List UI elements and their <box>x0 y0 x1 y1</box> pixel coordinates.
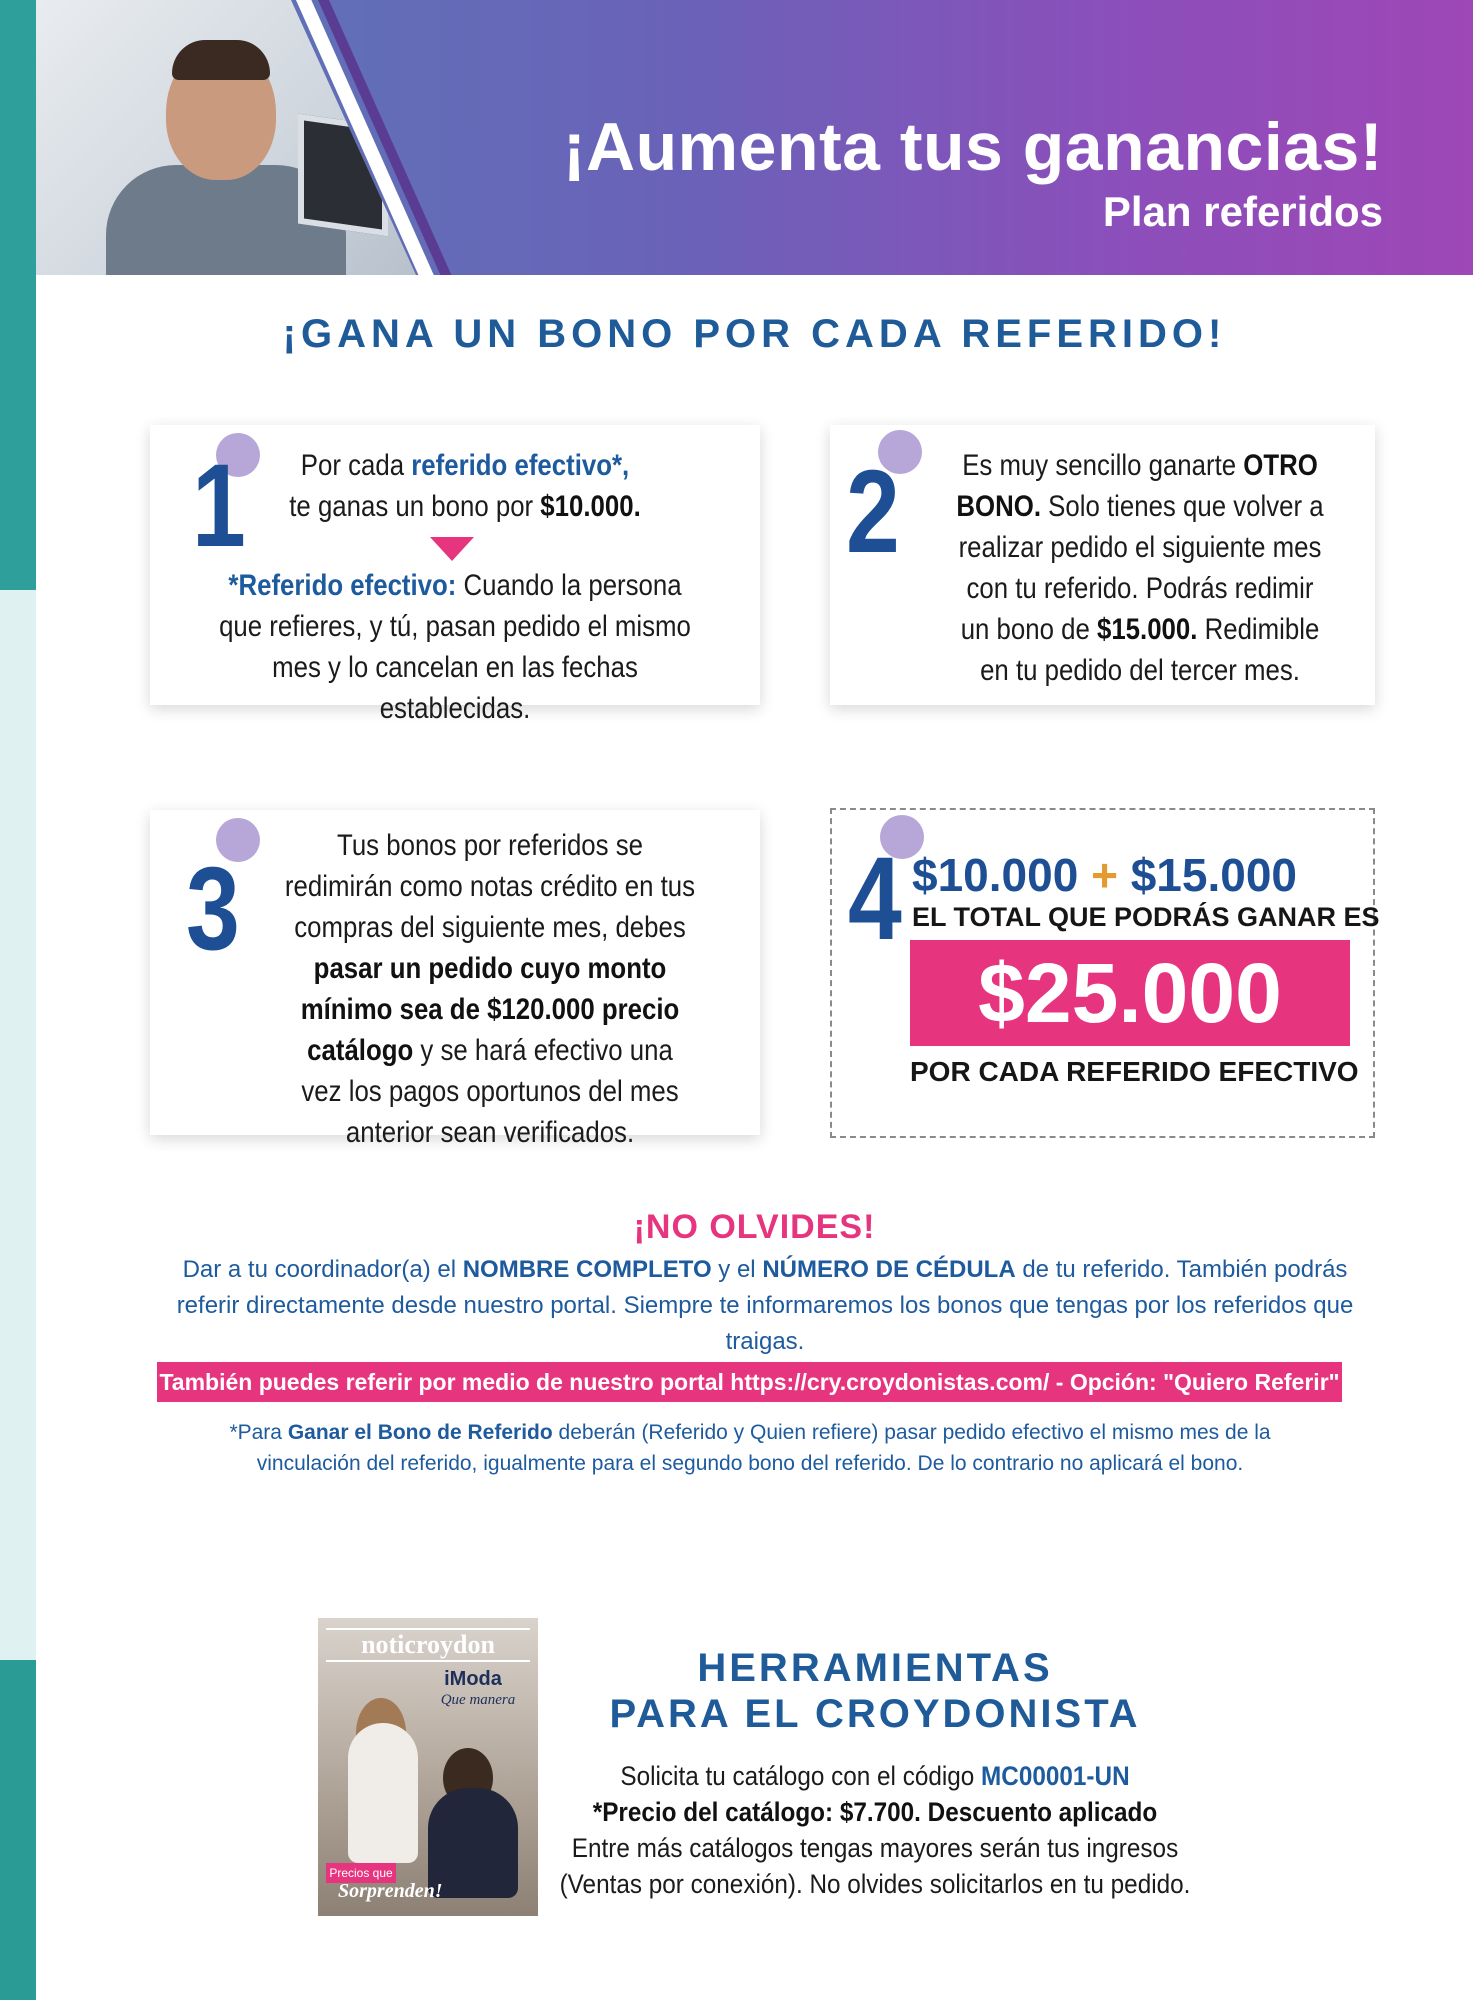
step-1-text <box>276 445 654 527</box>
banner-subtitle: Plan referidos <box>1102 188 1383 235</box>
reminder-text-a: Dar a tu coordinador(a) el <box>182 1256 463 1283</box>
step-number: 3 <box>186 843 240 975</box>
step-card-3 <box>150 810 760 1149</box>
step-2-text-b: Solo tienes que volver a realizar pedido el siguiente mes con tu referido. Podrás redimir un bono de <box>958 490 1324 646</box>
fine-print-bold: Ganar el Bono de Referido <box>287 1421 553 1444</box>
step-1-text-a: Por cada <box>300 449 412 482</box>
step-number: 1 <box>192 440 246 572</box>
step-2-text-c: Redimible en tu pedido del tercer mes. <box>980 613 1320 687</box>
bonus-sum <box>912 848 1297 902</box>
person-hair-shape <box>172 40 270 80</box>
header-banner <box>36 0 1473 275</box>
step-number: 4 <box>848 833 902 965</box>
step-2-amount: $15.000. <box>1096 613 1198 646</box>
portal-link-bar[interactable]: También puedes referir por medio de nuestro portal https://cry.croydonistas.com/ - Opción: "Quiero Referir" <box>157 1362 1342 1402</box>
step-card-2 <box>830 425 1375 705</box>
tools-title-line-2: PARA EL CROYDONISTA <box>609 1692 1141 1736</box>
step-3-highlight: pasar un pedido cuyo monto mínimo sea de $120.000 precio catálogo <box>300 952 680 1067</box>
tools-code-label: Solicita tu catálogo con el código <box>620 1761 982 1791</box>
step-1-highlight: referido efectivo*, <box>411 449 630 482</box>
step-2-text <box>955 445 1325 691</box>
plus-sign: + <box>1091 849 1118 901</box>
pink-triangle-icon <box>430 537 474 561</box>
reminder-text-b: y el <box>711 1256 763 1283</box>
step-3-text-a: Tus bonos por referidos se redimirán como notas crédito en tus compras del siguiente mes, debes <box>284 829 696 944</box>
step-1-note <box>206 565 705 729</box>
strip-segment-bottom <box>0 1660 36 2000</box>
cover-brand: iModa <box>444 1668 502 1690</box>
total-label: EL TOTAL QUE PODRÁS GANAR ES <box>912 902 1380 932</box>
catalog-cover-image <box>318 1618 538 1916</box>
reminder-text <box>160 1252 1370 1360</box>
bonus-amount-a: $10.000 <box>912 849 1079 901</box>
step-3-text-b: y se hará efectivo una vez los pagos oportunos del mes anterior sean verificados. <box>301 1034 679 1149</box>
fine-print <box>175 1417 1325 1479</box>
cover-script: Sorprenden! <box>338 1880 443 1902</box>
cover-masthead: noticroydon <box>326 1628 530 1662</box>
tools-note: Entre más catálogos tengas mayores serán tus ingresos (Ventas por conexión). No olvides solicitarlos en tu pedido. <box>559 1833 1191 1899</box>
step-card-1 <box>150 425 760 725</box>
step-2-text-a: Es muy sencillo ganarte <box>962 449 1244 482</box>
bonus-amount-b: $15.000 <box>1130 849 1297 901</box>
total-footer: POR CADA REFERIDO EFECTIVO <box>910 1056 1359 1087</box>
step-2-highlight: OTRO BONO. <box>956 449 1318 523</box>
step-1-note-label: *Referido efectivo: <box>228 569 457 602</box>
banner-title: ¡Aumenta tus ganancias! <box>562 109 1383 185</box>
step-3-text <box>284 825 697 1153</box>
cover-tagline: Que manera <box>440 1692 516 1708</box>
model-1-body-shape <box>348 1723 418 1863</box>
main-heading: ¡GANA UN BONO POR CADA REFERIDO! <box>282 312 1227 356</box>
reminder-title: ¡NO OLVIDES! <box>633 1208 876 1246</box>
reminder-text-c: de tu referido. También podrás referir directamente desde nuestro portal. Siempre te informaremos los bonos que tengas por los referidos que traigas. <box>176 1256 1354 1355</box>
step-card-4 <box>830 808 1380 1138</box>
step-1-amount: $10.000. <box>540 490 641 523</box>
tools-text <box>556 1758 1195 1902</box>
left-decorative-strip <box>0 0 36 2000</box>
fine-print-b: deberán (Referido y Quien refiere) pasar pedido efectivo el mismo mes de la vinculación del referido, igualmente para el segundo bono del referido. De lo contrario no aplicará el bono. <box>256 1421 1271 1475</box>
strip-segment-top <box>0 0 36 590</box>
total-amount-badge: $25.000 <box>910 940 1350 1046</box>
step-1-text-b: te ganas un bono por <box>289 490 541 523</box>
fine-print-a: *Para <box>229 1421 288 1444</box>
catalog-code: MC00001-UN <box>981 1761 1130 1791</box>
tools-title <box>560 1645 1190 1737</box>
catalog-price: *Precio del catálogo: $7.700. Descuento aplicado <box>592 1797 1158 1827</box>
step-1-note-text: Cuando la persona que refieres, y tú, pasan pedido el mismo mes y lo cancelan en las fechas establecidas. <box>219 569 691 725</box>
strip-segment-middle <box>0 590 36 1660</box>
reminder-bold-name: NOMBRE COMPLETO <box>462 1256 712 1283</box>
step-number: 2 <box>846 446 900 578</box>
tools-title-line-1: HERRAMIENTAS <box>697 1646 1053 1690</box>
reminder-bold-id: NÚMERO DE CÉDULA <box>762 1256 1016 1283</box>
tools-code-line <box>556 1758 1195 1794</box>
cover-tag: Precios que <box>326 1863 396 1883</box>
